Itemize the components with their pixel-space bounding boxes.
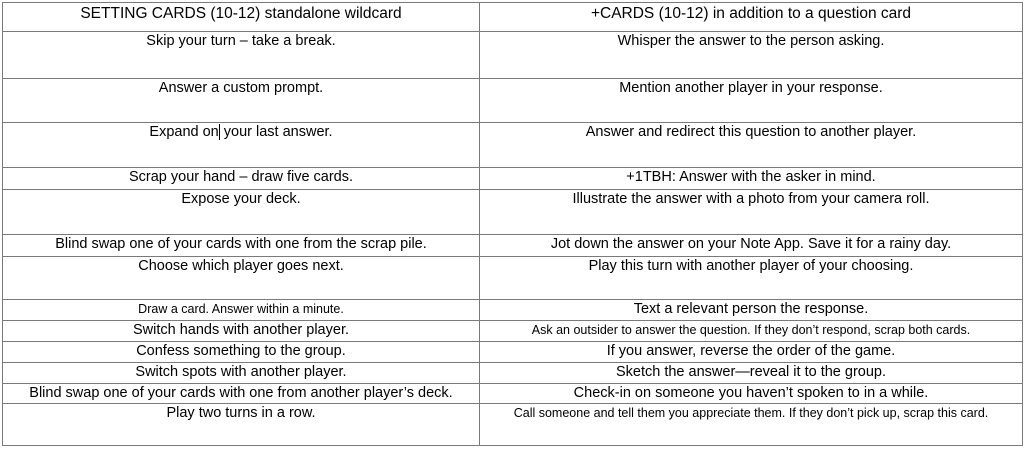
setting-card-cell: Scrap your hand – draw five cards.: [3, 168, 480, 190]
header-plus-cards: +CARDS (10-12) in addition to a question card: [480, 3, 1023, 32]
setting-card-cell: Blind swap one of your cards with one from another player’s deck.: [3, 384, 480, 404]
table-row: [3, 123, 1023, 168]
plus-card-cell: Text a relevant person the response.: [480, 300, 1023, 321]
header-row: [3, 3, 1023, 32]
header-setting-cards: SETTING CARDS (10-12) standalone wildcard: [3, 3, 480, 32]
setting-card-cell: Play two turns in a row.: [3, 404, 480, 446]
table-row: [3, 321, 1023, 342]
plus-card-cell: Illustrate the answer with a photo from your camera roll.: [480, 190, 1023, 235]
table-row: [3, 257, 1023, 300]
table-row: [3, 79, 1023, 123]
plus-card-cell: If you answer, reverse the order of the game.: [480, 342, 1023, 363]
expand-text-end: your last answer.: [219, 124, 333, 140]
plus-card-cell: Call someone and tell them you appreciate them. If they don’t pick up, scrap this card.: [480, 404, 1023, 446]
setting-card-cell: Switch hands with another player.: [3, 321, 480, 342]
setting-card-cell: Draw a card. Answer within a minute.: [3, 300, 480, 321]
plus-card-cell: Sketch the answer—reveal it to the group.: [480, 363, 1023, 384]
table-row: [3, 342, 1023, 363]
setting-card-cell: Skip your turn – take a break.: [3, 32, 480, 79]
plus-card-cell: Whisper the answer to the person asking.: [480, 32, 1023, 79]
table-row: [3, 384, 1023, 404]
table-row: [3, 363, 1023, 384]
table-row: [3, 190, 1023, 235]
plus-card-cell: Play this turn with another player of your choosing.: [480, 257, 1023, 300]
setting-card-cell: Expose your deck.: [3, 190, 480, 235]
table-row: [3, 300, 1023, 321]
table-row: [3, 168, 1023, 190]
plus-card-cell: Jot down the answer on your Note App. Save it for a rainy day.: [480, 235, 1023, 257]
setting-card-cell: Answer a custom prompt.: [3, 79, 480, 123]
table-row: [3, 235, 1023, 257]
setting-card-cell: Choose which player goes next.: [3, 257, 480, 300]
cards-table: [2, 2, 1023, 446]
setting-card-cell: Blind swap one of your cards with one from the scrap pile.: [3, 235, 480, 257]
setting-card-cell: Switch spots with another player.: [3, 363, 480, 384]
plus-card-cell: Mention another player in your response.: [480, 79, 1023, 123]
table-row: [3, 404, 1023, 446]
plus-card-cell: Answer and redirect this question to another player.: [480, 123, 1023, 168]
expand-text-start: Expand on: [149, 124, 219, 140]
plus-card-cell: +1TBH: Answer with the asker in mind.: [480, 168, 1023, 190]
setting-card-cell[interactable]: [3, 123, 480, 168]
plus-card-cell: Ask an outsider to answer the question. If they don’t respond, scrap both cards.: [480, 321, 1023, 342]
plus-card-cell: Check-in on someone you haven’t spoken to in a while.: [480, 384, 1023, 404]
setting-card-cell: Confess something to the group.: [3, 342, 480, 363]
table-row: [3, 32, 1023, 79]
